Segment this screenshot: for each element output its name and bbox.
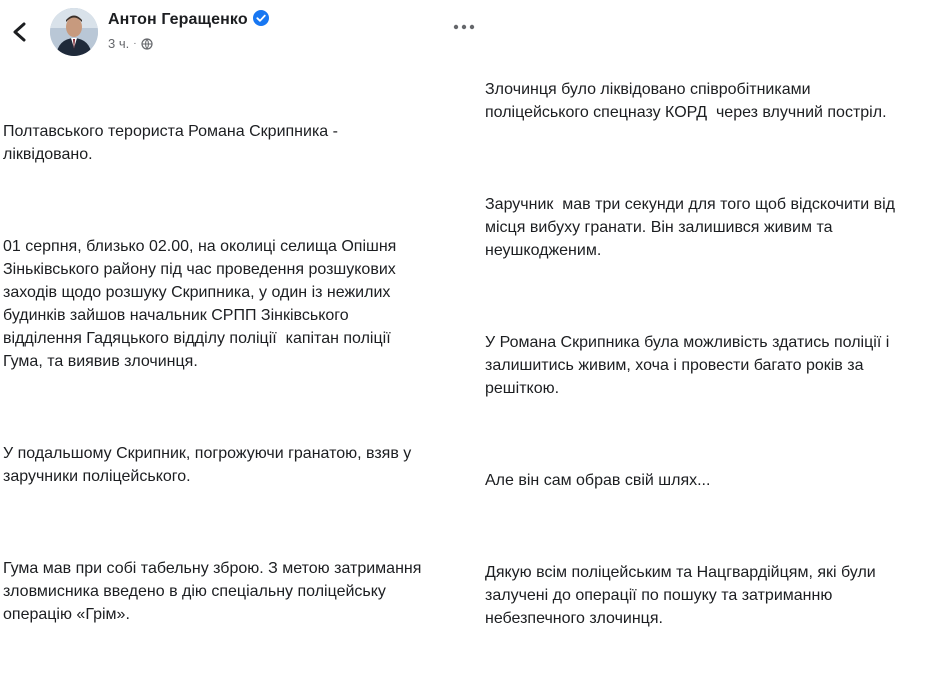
post-time[interactable]: 3 ч. (108, 36, 130, 51)
post-paragraph: 01 серпня, близько 02.00, на околиці селища Опішня Зіньківського району під час проведення розшукових заходів щодо розшуку Скрипника, у один із нежилих будинків зайшов начальник СРПП Зінківського відділення Гадяцького відділу поліції капітан поліції Гума, та виявив злочинця. (3, 238, 397, 370)
post-meta (108, 36, 153, 51)
author-name-text[interactable]: Антон Геращенко (108, 11, 248, 28)
post-paragraph: Гума мав при собі табельну зброю. З метою затримання зловмисника введено в дію спеціальну поліцейську операцію «Грім». (3, 560, 422, 623)
post-text-right-column (485, 32, 895, 676)
post-text-left-column (3, 74, 421, 672)
post-paragraph: Але він сам обрав свій шлях... (485, 472, 711, 489)
post-paragraph: Заручник мав три секунди для того щоб відскочити від місця вибуху гранати. Він залишився живим та неушкодженим. (485, 196, 896, 259)
avatar-image (50, 8, 98, 56)
globe-icon (141, 38, 153, 50)
more-options-icon[interactable] (452, 20, 476, 34)
verified-badge-icon (253, 10, 269, 26)
meta-separator: · (133, 38, 137, 49)
post-paragraph: У подальшому Скрипник, погрожуючи гранатою, взяв у заручники поліцейського. (3, 445, 412, 485)
post-paragraph: Полтавського терориста Романа Скрипника - ліквідовано. (3, 123, 338, 163)
back-arrow-icon[interactable] (10, 22, 30, 42)
post-paragraph: Злочинця було ліквідовано співробітниками поліцейського спецназу КОРД через влучний постріл. (485, 81, 887, 121)
avatar[interactable] (50, 8, 98, 56)
author-name[interactable] (108, 10, 269, 29)
post-paragraph: У Романа Скрипника була можливість здатись поліції і залишитись живим, хоча і провести багато років за решіткою. (485, 334, 890, 397)
post-paragraph: Дякую всім поліцейським та Нацгвардійцям, які були залучені до операції по пошуку та затриманню небезпечного злочинця. (485, 564, 876, 627)
